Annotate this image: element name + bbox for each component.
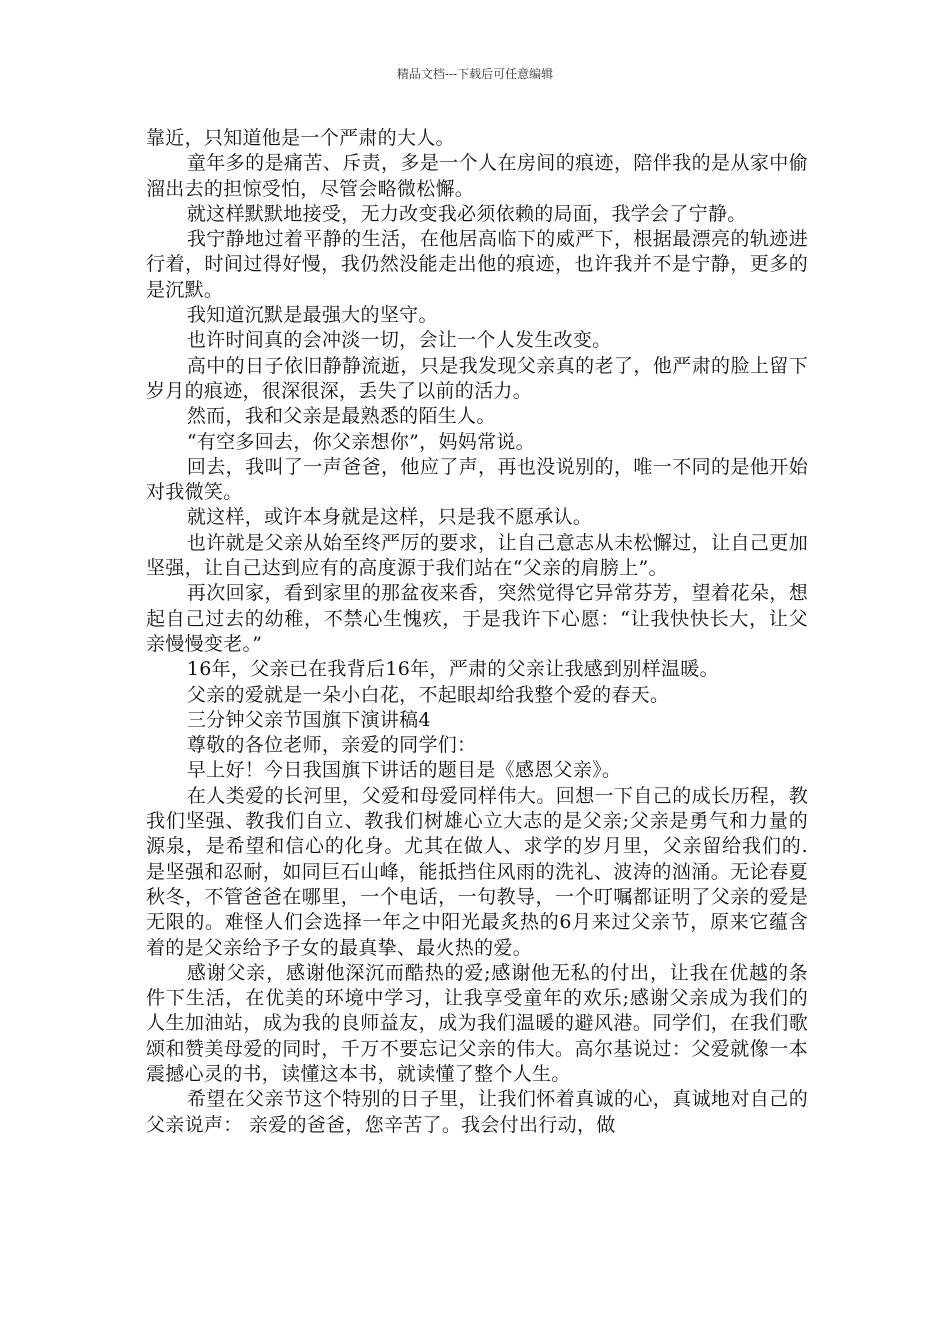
page-header: 精品文档---下载后可任意编辑 bbox=[396, 67, 554, 81]
paragraph: 希望在父亲节这个特别的日子里，让我们怀着真诚的心，真诚地对自己的父亲说声： 亲爱的爸爸，您辛苦了。我会付出行动，做 bbox=[146, 1088, 808, 1136]
paragraph: 我宁静地过着平静的生活，在他居高临下的威严下，根据最漂亮的轨迹进行着，时间过得好慢，我仍然没能走出他的痕迹，也许我并不是宁静，更多的是沉默。 bbox=[146, 228, 808, 301]
paragraph: 也许就是父亲从始至终严厉的要求，让自己意志从未松懈过，让自己更加坚强，让自己达到应有的高度源于我们站在“父亲的肩膀上”。 bbox=[146, 531, 808, 580]
salutation: 尊敬的各位老师，亲爱的同学们： bbox=[186, 734, 477, 757]
paragraph: 就这样默默地接受，无力改变我必须依赖的局面，我学会了宁静。 bbox=[186, 202, 747, 225]
paragraph: 也许时间真的会冲淡一切，会让一个人发生改变。 bbox=[186, 329, 612, 352]
paragraph: 就这样，或许本身就是这样，只是我不愿承认。 bbox=[186, 506, 593, 529]
speech-title: 三分钟父亲节国旗下演讲稿4 bbox=[186, 708, 431, 731]
paragraph: 靠近，只知道他是一个严肃的大人。 bbox=[146, 127, 455, 149]
paragraph: 感谢父亲，感谢他深沉而酷热的爱;感谢他无私的付出，让我在优越的条件下生活，在优美的环境中学习，让我享受童年的欢乐;感谢父亲成为我们的人生加油站，成为我的良师益友，成为我们温暖的避风港。同学们，在我们歌颂和赞美母爱的同时，千万不要忘记父亲的伟大。高尔基说过：父爱就像一本震撼心灵的书，读懂这本书，就读懂了整个人生。 bbox=[146, 961, 808, 1085]
paragraph: 早上好！今日我国旗下讲话的题目是《感恩父亲》。 bbox=[186, 759, 622, 782]
paragraph: 在人类爱的长河里，父爱和母爱同样伟大。回想一下自己的成长历程，教我们坚强、教我们自立、教我们树雄心立大志的是父亲;父亲是勇气和力量的源泉，是希望和信心的化身。尤其在做人、求学的岁月里，父亲留给我们的.是坚强和忍耐，如同巨石山峰，能抵挡住风雨的洗礼、波涛的汹涌。无论春夏秋冬，不管爸爸在哪里，一个电话，一句教导，一个叮嘱都证明了父亲的爱是无限的。难怪人们会选择一年之中阳光最炙热的6月来过父亲节，原来它蕴含着的是父亲给予子女的最真挚、最火热的爱。 bbox=[146, 784, 808, 959]
paragraph: 16年，父亲已在我背后16年，严肃的父亲让我感到别样温暖。 bbox=[186, 658, 719, 681]
paragraph: 高中的日子依旧静静流逝，只是我发现父亲真的老了，他严肃的脸上留下岁月的痕迹，很深很深，丢失了以前的活力。 bbox=[146, 354, 808, 402]
paragraph: 父亲的爱就是一朵小白花，不起眼却给我整个爱的春天。 bbox=[186, 683, 670, 706]
paragraph: 然而，我和父亲是最熟悉的陌生人。 bbox=[186, 405, 496, 428]
paragraph: 我知道沉默是最强大的坚守。 bbox=[186, 304, 438, 327]
paragraph: 回去，我叫了一声爸爸，他应了声，再也没说别的，唯一不同的是他开始对我微笑。 bbox=[146, 455, 808, 504]
paragraph: 童年多的是痛苦、斥责，多是一个人在房间的痕迹，陪伴我的是从家中偷溜出去的担惊受怕，尽管会略微松懈。 bbox=[146, 152, 808, 200]
paragraph: “有空多回去，你父亲想你”，妈妈常说。 bbox=[186, 430, 535, 453]
document-body bbox=[146, 126, 808, 1138]
paragraph: 再次回家，看到家里的那盆夜来香，突然觉得它异常芬芳，望着花朵，想起自己过去的幼稚，不禁心生愧疚，于是我许下心愿：“让我快快长大，让父亲慢慢变老。” bbox=[146, 582, 808, 655]
